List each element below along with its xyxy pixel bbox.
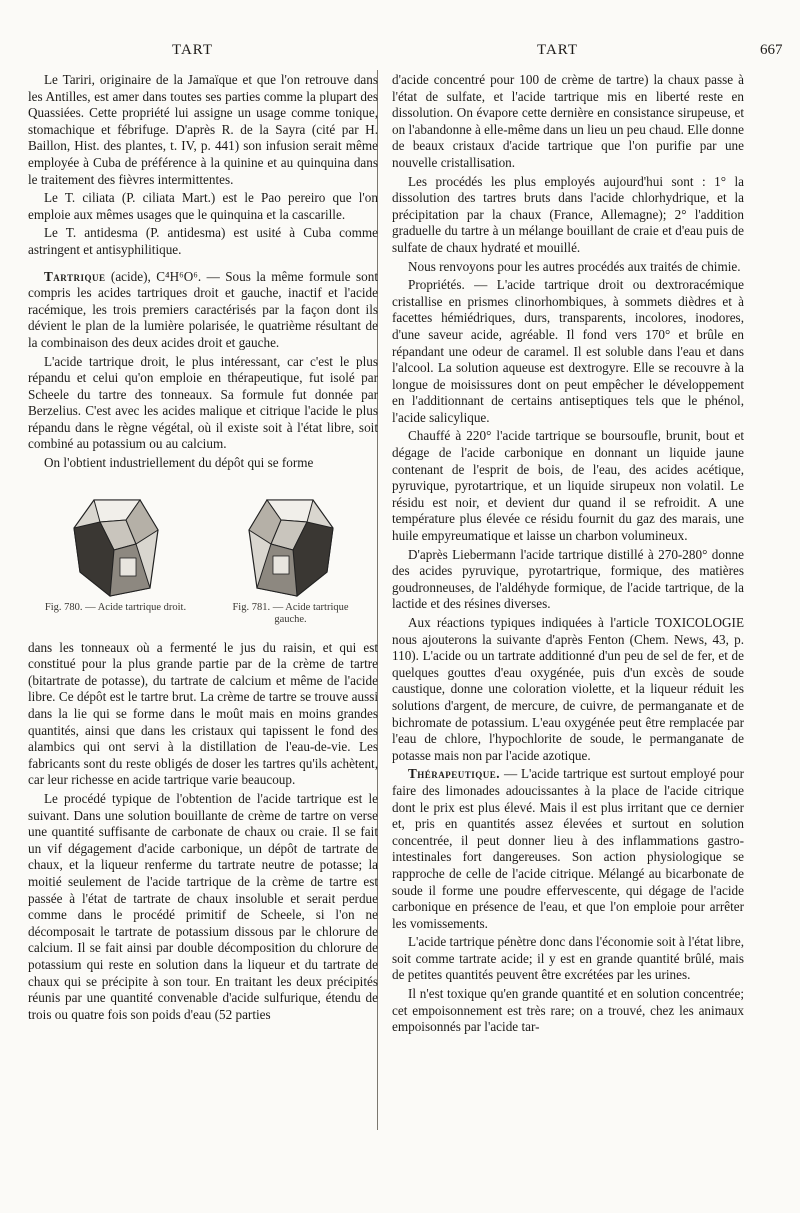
paragraph-therapeutique — [392, 766, 744, 932]
figure-780 — [41, 492, 191, 632]
crystal-left-icon — [241, 492, 341, 600]
entry-tartrique-text: (acide), C⁴H⁶O⁶. — Sous la même formule sont compris les acides tartriques droit et gauche, inactif et l'acide racémique, les trois premiers caractérisés par la façon dont ils dévient le plan de la lumière polarisée, le quatrième résultant de la combinaison des deux acides droit et gauche. — [28, 268, 379, 350]
therapeutique-text: — L'acide tartrique est surtout employé pour faire des limonades adoucissantes à la place de l'acide citrique dont le prix est plus élevé. Mais il est plus irritant que ce dernier et, pris en quantités assez élevées et surtout en solution concentrée, il peut donner lieu à des inflammations gastro-intestinales fort dangereuses. Son action physiologique se rapproche de celle de l'acide citrique. Mélangé au bicarbonate de soude il forme une poudre effervescente, qui dégage de l'acide carbonique en présence de l'eau, et que l'on emploie pour arrêter les vomissements. — [392, 766, 744, 931]
paragraph-proprietes: Propriétés. — L'acide tartrique droit ou dextroracémique cristallise en prismes clinorhombiques, à sommets dièdres et à facettes hémiédriques, durs, transparents, incolores, inodores, d'une saveur acide, agréable. Il fond vers 170° et brûle en répandant une odeur de caramel. Il est soluble dans l'eau et dans l'alcool. La solution aqueuse est dextrogyre. Elle se recouvre à la longue de moisissures dont on peut empêcher le développement en l'additionnant de certains antiseptiques tels que le phénol, l'acide salicylique. — [392, 277, 744, 425]
entry-tartrique — [28, 269, 378, 352]
running-head-left: TART — [172, 42, 214, 58]
figure-pair — [28, 492, 378, 632]
paragraph-liebermann: D'après Liebermann l'acide tartrique distillé à 270-280° donne des acides pyruvique, pyrotartrique, formique, des matières goudronneuses, de l'aldéhyde formique, de l'acide tartrique, de la lactide et des résines diverses. — [392, 546, 744, 612]
therapeutique-heading: Thérapeutique. — [408, 766, 501, 782]
left-column — [28, 72, 378, 1025]
paragraph-obtention-start: On l'obtient industriellement du dépôt qui se forme — [44, 455, 314, 471]
figure-780-caption: Fig. 780. — Acide tartrique droit. — [44, 601, 187, 613]
paragraph-reactions: Aux réactions typiques indiquées à l'article TOXICOLOGIE nous ajouterons la suivante d'après Fenton (Chem. News, 43, p. 110). L'acide ou un tartrate additionné d'un peu de sel de fer, et de quelques gouttes d'eau oxygénée, puis d'un excès de soude caustique, donne une coloration violette, et la liqueur réduit les solutions d'argent, de mercure, de cuivre, de permanganate et de bichromate de potassium. L'eau oxygénée peut être remplacée par l'eau de chlore, l'hypochlorite de soude, le permanganate de potasse mais non par l'acide azotique. — [392, 615, 744, 763]
paragraph-continuation: d'acide concentré pour 100 de crème de tartre) la chaux passe à l'état de sulfate, et l'acide tartrique mis en liberté reste en dissolution. On évapore cette dernière en consistance sirupeuse, et on l'abandonne à elle-même dans un lieu un peu chaud. Elle donne de beaux cristaux d'acide tartrique que l'on purifie par une nouvelle cristallisation. — [392, 72, 744, 170]
paragraph-antidesma: Le T. antidesma (P. antidesma) est usité à Cuba comme astringent et antisyphilitique. — [28, 225, 378, 257]
paragraph-ciliata: Le T. ciliata (P. ciliata Mart.) est le Pao pereiro que l'on emploie aux mêmes usages que le quinquina et la cascarille. — [28, 190, 378, 222]
paragraph-economie: L'acide tartrique pénètre donc dans l'économie soit à l'état libre, soit comme tartrate acide; il y est en grande quantité brûlé, mais de petites quantités peuvent être excrétées par les urines. — [392, 934, 744, 983]
paragraph-tonneaux: dans les tonneaux où a fermenté le jus du raisin, et qui est constitué pour la plus grande partie par de la crème de tartre (bitartrate de potasse), du tartrate de calcium et même de l'acide libre. Ce dépôt est le tartre brut. La crème de tartre se trouve aussi dans la lie qui se forme dans le moût mais en moins grandes quantités, ainsi que dans les cristaux qui tapissent le fond des alambics qui ont servi à la distillation de l'eau-de-vie. Les fabricants sont du reste obligés de doser les tartres qu'ils achètent, car leur richesse en acide tartrique varie beaucoup. — [28, 639, 378, 788]
figure-781 — [216, 492, 366, 632]
paragraph-chauffe: Chauffé à 220° l'acide tartrique se boursoufle, brunit, bout et dégage de l'acide carbonique en donnant un liquide jaune contenant de l'esprit de bois, de l'eau, des acides acétique, pyruvique, pyrotartrique, et un liquide sirupeux non volatil. Le résidu est noir, et devient dur quand il se refroidit. A une température plus élevée ce résidu fournit du gaz des marais, une huile empyreumatique et laisse un charbon volumineux. — [392, 428, 744, 544]
paragraph-procede: Le procédé typique de l'obtention de l'acide tartrique est le suivant. Dans une solution bouillante de crème de tartre on verse une quantité suffisante de carbonate de chaux ou craie. Il se fait un vif dégagement d'acide carbonique, un dépôt de tartrate de chaux, et la liqueur renferme du tartrate neutre de potasse; la moitié seulement de l'acide tartrique de la crème de tartre est passée à l'état de tartrate de chaux insoluble et serait perdue comme dans le procédé primitif de Scheele, si l'on ne décomposait le tartrate de potassium dissous par le chlorure de calcium. Il se fait ainsi par double décomposition du chlorure de potassium qui reste en solution dans la liqueur et du tartrate de chaux qui se précipite à son tour. En traitant les deux précipités réunis par une quantité convenable d'acide sulfurique, étendu de trois ou quatre fois son poids d'eau (52 parties — [28, 791, 378, 1022]
paragraph-renvoi: Nous renvoyons pour les autres procédés aux traités de chimie. — [408, 258, 741, 274]
paragraph-toxique: Il n'est toxique qu'en grande quantité et en solution concentrée; cet empoisonnement est très rare; on a trouvé, chez les animaux empoisonnés par l'acide tar- — [392, 986, 744, 1035]
paragraph-acide-droit: L'acide tartrique droit, le plus intéressant, car c'est le plus répandu et celui qu'on emploie en thérapeutique, fut isolé par Scheele du tartre des tonneaux. Sa formule fut donnée par Berzelius. C'est avec les acides malique et citrique l'acide le plus répandu dans le règne végétal, où il existe soit à l'état libre, soit combiné au potassium ou au calcium. — [28, 353, 378, 452]
entry-headword: Tartrique — [44, 268, 106, 284]
figure-781-caption: Fig. 781. — Acide tartrique gauche. — [232, 601, 349, 625]
page-number: 667 — [760, 42, 783, 58]
running-head-right: TART — [537, 42, 579, 58]
paragraph-tariri: Le Tariri, originaire de la Jamaïque et que l'on retrouve dans les Antilles, est amer dans toutes ses parties comme la plupart des Quassiées. Cette propriété lui assigne un usage comme tonique, stomachique et fébrifuge. D'après R. de la Sayra (cité par H. Baillon, Hist. des plantes, t. IV, p. 441) son infusion serait même employée à Cuba de préférence à la quinine et au quinquina dans le traitement des fièvres intermittentes. — [28, 72, 378, 187]
right-column — [392, 72, 744, 1038]
paragraph-procedes: Les procédés les plus employés aujourd'hui sont : 1° la dissolution des tartres bruts dans l'acide chlorhydrique, et la précipitation par la chaux (France, Allemagne); 2° l'addition graduelle du tartre à un mélange bouillant de craie et d'eau puis de sulfate de chaux hydraté et mouillé. — [392, 173, 744, 255]
crystal-right-icon — [66, 492, 166, 600]
